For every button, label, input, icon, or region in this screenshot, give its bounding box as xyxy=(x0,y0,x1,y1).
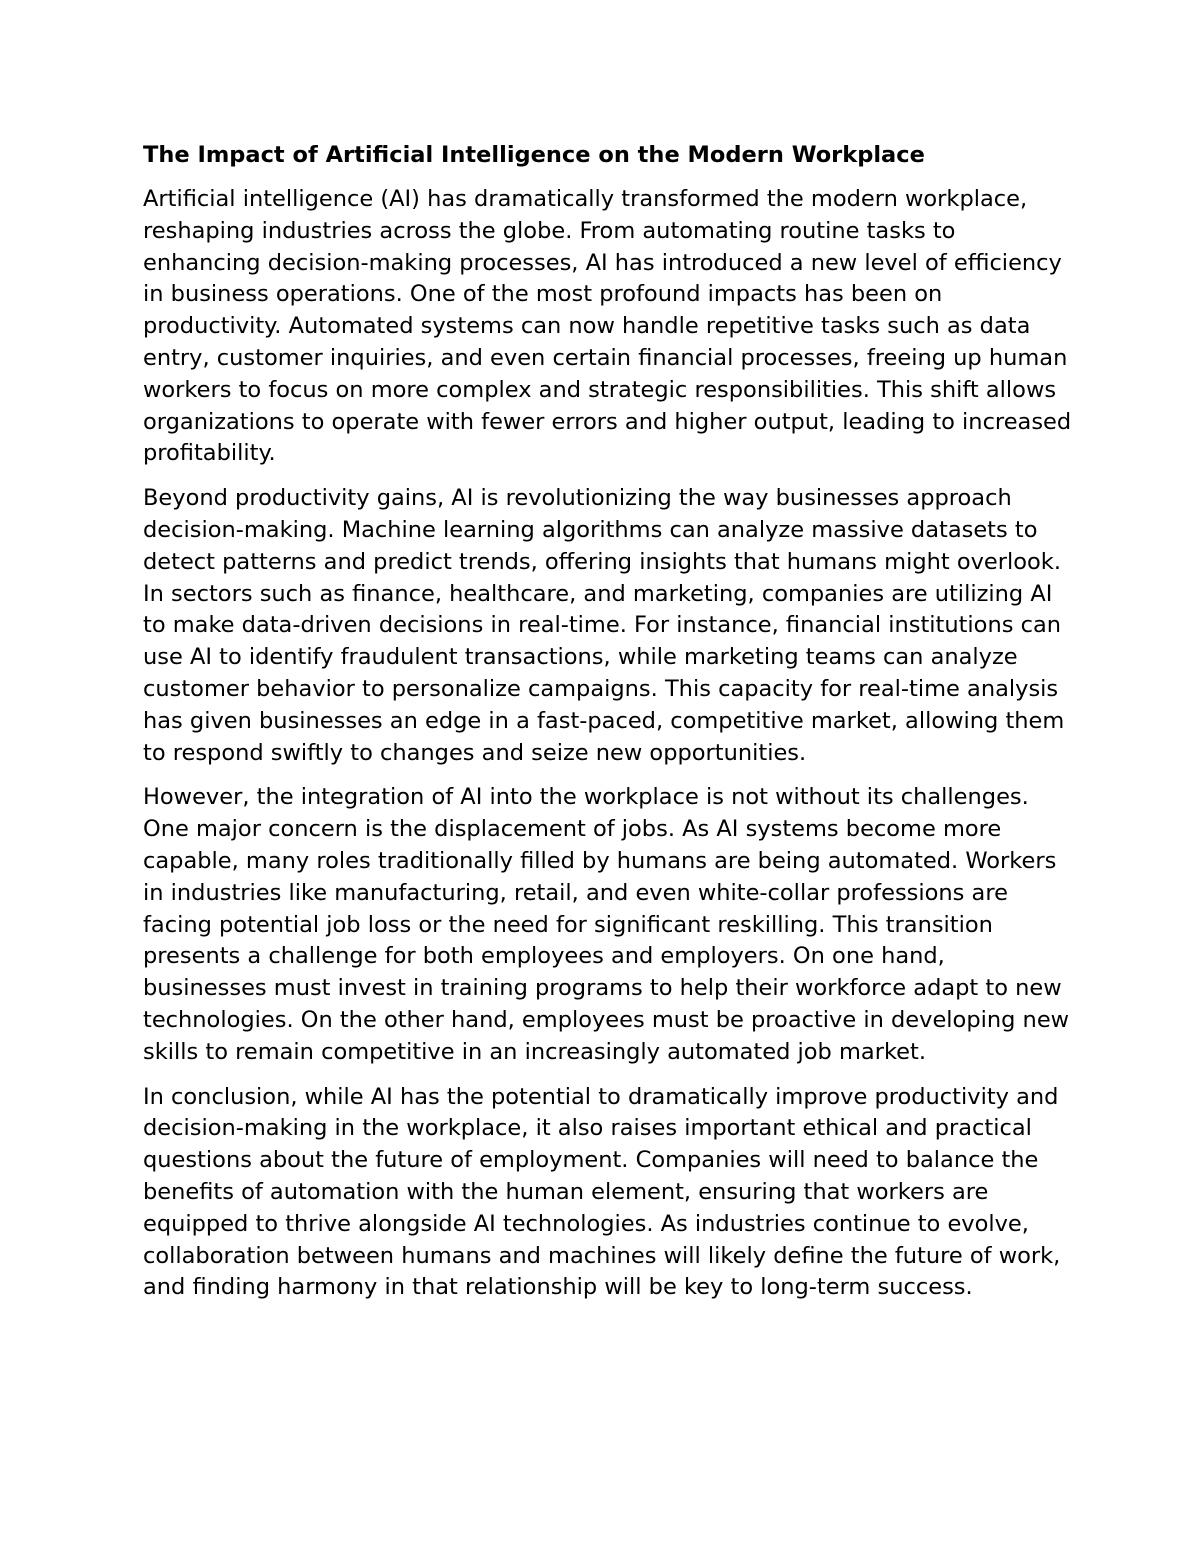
document-title: The Impact of Artificial Intelligence on the Modern Workplace xyxy=(143,142,925,168)
paragraph-1: Artificial intelligence (AI) has dramatically transformed the modern workplace, reshaping industries across the globe. From automating routine tasks to enhancing decision-making processes, AI has introduced a new level of efficiency in business operations. One of the most profound impacts has been on productivity. Automated systems can now handle repetitive tasks such as data entry, customer inquiries, and even certain financial processes, freeing up human workers to focus on more complex and strategic responsibilities. This shift allows organizations to operate with fewer errors and higher output, leading to increased profitability. xyxy=(143,186,1072,467)
paragraph-3: However, the integration of AI into the workplace is not without its challenges. One major concern is the displacement of jobs. As AI systems become more capable, many roles traditionally filled by humans are being automated. Workers in industries like manufacturing, retail, and even white-collar professions are facing potential job loss or the need for significant reskilling. This transition presents a challenge for both employees and employers. On one hand, businesses must invest in training programs to help their workforce adapt to new technologies. On the other hand, employees must be proactive in developing new skills to remain competitive in an increasingly automated job market. xyxy=(143,784,1070,1065)
paragraph-4: In conclusion, while AI has the potential to dramatically improve productivity and decision-making in the workplace, it also raises important ethical and practical questions about the future of employment. Companies will need to balance the benefits of automation with the human element, ensuring that workers are equipped to thrive alongside AI technologies. As industries continue to evolve, collaboration between humans and machines will likely define the future of work, and finding harmony in that relationship will be key to long-term success. xyxy=(143,1083,1061,1301)
document-body xyxy=(143,138,1073,1317)
paragraph-2: Beyond productivity gains, AI is revolutionizing the way businesses approach decision-making. Machine learning algorithms can analyze massive datasets to detect patterns and predict trends, offering insights that humans might overlook. In sectors such as finance, healthcare, and marketing, companies are utilizing AI to make data-driven decisions in real-time. For instance, financial institutions can use AI to identify fraudulent transactions, while marketing teams can analyze customer behavior to personalize campaigns. This capacity for real-time analysis has given businesses an edge in a fast-paced, competitive market, allowing them to respond swiftly to changes and seize new opportunities. xyxy=(143,485,1065,766)
